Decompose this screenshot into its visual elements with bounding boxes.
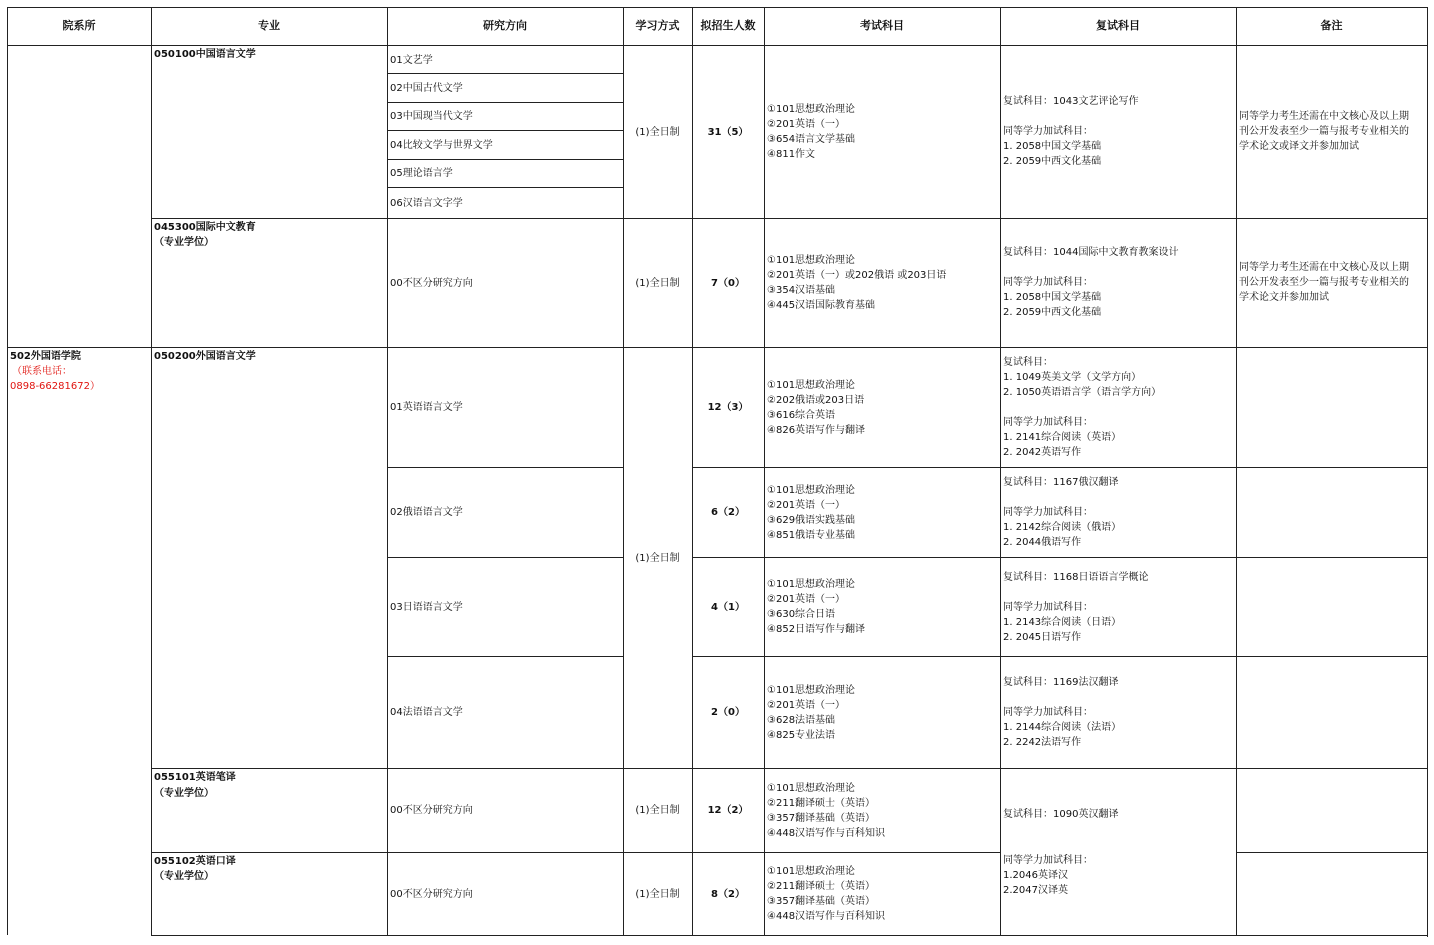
retest-line: 同等学力加试科目： — [1003, 855, 1093, 866]
exam-line: ①101思想政治理论 — [767, 104, 856, 115]
degree-type: （专业学位） — [154, 237, 214, 248]
direction-item: 04法语语言文学 — [390, 707, 463, 718]
header-direction: 研究方向 — [483, 19, 527, 32]
retest-line: 同等学力加试科目： — [1003, 277, 1093, 288]
exam-subjects — [767, 577, 865, 637]
exam-line: ④448汉语写作与百科知识 — [767, 911, 886, 922]
retest-line: 复试科目：1168日语语言学概论 — [1003, 572, 1149, 583]
retest-line: 同等学力加试科目： — [1003, 126, 1093, 137]
retest-line — [1003, 585, 1148, 600]
grid-line — [1236, 852, 1428, 853]
direction-item: 03日语语言文学 — [390, 602, 463, 613]
exam-line: ④852日语写作与翻译 — [767, 624, 866, 635]
retest-subjects — [1003, 570, 1148, 645]
header-major: 专业 — [258, 19, 280, 32]
header-quota: 拟招生人数 — [700, 19, 756, 32]
retest-line: 复试科目：1169法汉翻译 — [1003, 677, 1119, 688]
retest-line: 1. 2141综合阅读（英语） — [1003, 432, 1122, 443]
enrollment-quota: 6（2） — [711, 507, 745, 518]
grid-line — [387, 102, 623, 103]
grid-line — [1427, 7, 1428, 937]
exam-subjects — [767, 378, 865, 438]
retest-subjects — [1003, 853, 1093, 898]
exam-line: ①101思想政治理论 — [767, 579, 856, 590]
exam-line: ④851俄语专业基础 — [767, 530, 856, 541]
exam-line: ②202俄语或203日语 — [767, 395, 865, 406]
exam-line: ①101思想政治理论 — [767, 685, 856, 696]
exam-line: ②201英语（一） — [767, 594, 846, 605]
exam-subjects — [767, 102, 855, 162]
grid-line — [387, 7, 388, 936]
remark-line: 同等学力考生还需在中文核心及以上期 — [1239, 262, 1409, 273]
remark — [1239, 109, 1409, 154]
retest-line: 2. 2059中西文化基础 — [1003, 307, 1102, 318]
exam-line: ②211翻译硕士（英语） — [767, 881, 876, 892]
retest-line: 2. 2042英语写作 — [1003, 447, 1082, 458]
header-remarks: 备注 — [1320, 19, 1343, 32]
enrollment-quota: 7（0） — [711, 278, 745, 289]
retest-line: 1.2046英译汉 — [1003, 870, 1068, 881]
direction-item: 00不区分研究方向 — [390, 805, 473, 816]
retest-line: 复试科目： — [1003, 357, 1053, 368]
retest-line — [1003, 690, 1121, 705]
direction-item: 00不区分研究方向 — [390, 278, 473, 289]
exam-line: ④825专业法语 — [767, 730, 836, 741]
exam-line: ②211翻译硕士（英语） — [767, 798, 876, 809]
retest-line: 2. 1050英语语言学（语言学方向） — [1003, 387, 1162, 398]
degree-type: （专业学位） — [154, 788, 214, 799]
retest-subjects — [1003, 94, 1138, 169]
grid-line — [7, 7, 1428, 8]
major-055102: 055102英语口译 — [154, 856, 236, 867]
retest-line — [1003, 490, 1121, 505]
retest-line: 同等学力加试科目： — [1003, 417, 1093, 428]
exam-line: ③628法语基础 — [767, 715, 836, 726]
retest-subjects — [1003, 675, 1121, 750]
header-mode: 学习方式 — [635, 19, 680, 32]
exam-subjects — [767, 253, 946, 313]
retest-line: 复试科目：1090英汉翻译 — [1003, 809, 1119, 820]
grid-line — [623, 7, 624, 936]
retest-line: 1. 2143综合阅读（日语） — [1003, 617, 1122, 628]
retest-line — [1003, 400, 1161, 415]
exam-line: ④445汉语国际教育基础 — [767, 300, 876, 311]
exam-subjects — [767, 864, 885, 924]
grid-line — [387, 187, 623, 188]
study-mode: (1)全日制 — [635, 805, 680, 816]
grid-line — [387, 467, 623, 468]
exam-line: ①101思想政治理论 — [767, 255, 856, 266]
remark-line: 学术论文并参加加试 — [1239, 292, 1329, 303]
retest-line: 同等学力加试科目： — [1003, 707, 1093, 718]
exam-line: ③654语言文学基础 — [767, 134, 856, 145]
exam-line: ①101思想政治理论 — [767, 485, 856, 496]
enrollment-quota: 12（3） — [707, 402, 749, 413]
exam-line: ①101思想政治理论 — [767, 380, 856, 391]
degree-type: （专业学位） — [154, 871, 214, 882]
major-050100: 050100中国语言文学 — [154, 49, 256, 60]
grid-line — [151, 768, 1428, 769]
retest-line — [1003, 260, 1178, 275]
exam-line: ③354汉语基础 — [767, 285, 836, 296]
exam-line: ③629俄语实践基础 — [767, 515, 856, 526]
remark-line: 刊公开发表至少一篇与报考专业相关的 — [1239, 126, 1409, 137]
retest-line: 1. 2144综合阅读（法语） — [1003, 722, 1122, 733]
grid-line — [151, 218, 1428, 219]
exam-line: ②201英语（一） — [767, 500, 846, 511]
retest-line: 2. 2044俄语写作 — [1003, 537, 1082, 548]
grid-line — [692, 656, 1428, 657]
major-050200: 050200外国语言文学 — [154, 351, 256, 362]
grid-line — [387, 656, 623, 657]
exam-line: ③616综合英语 — [767, 410, 836, 421]
dept-name: 502外国语学院 — [10, 351, 81, 362]
exam-line: ③357翻译基础（英语） — [767, 813, 876, 824]
enrollment-quota: 4（1） — [711, 602, 745, 613]
direction-item: 04比较文学与世界文学 — [390, 140, 493, 151]
remark-line: 同等学力考生还需在中文核心及以上期 — [1239, 111, 1409, 122]
exam-line: ②201英语（一）或202俄语 或203日语 — [767, 270, 947, 281]
retest-line: 2. 2242法语写作 — [1003, 737, 1082, 748]
retest-line: 同等学力加试科目： — [1003, 507, 1093, 518]
retest-line: 1. 2058中国文学基础 — [1003, 292, 1102, 303]
grid-line — [387, 557, 623, 558]
retest-subjects — [1003, 475, 1121, 550]
study-mode: (1)全日制 — [635, 278, 680, 289]
study-mode: (1)全日制 — [635, 889, 680, 900]
retest-line: 1. 2058中国文学基础 — [1003, 141, 1102, 152]
exam-subjects — [767, 483, 855, 543]
direction-item: 03中国现当代文学 — [390, 111, 473, 122]
dept-phone: 0898-66281672） — [10, 381, 100, 392]
retest-line: 2.2047汉译英 — [1003, 885, 1068, 896]
grid-line — [7, 45, 1428, 46]
retest-line: 1. 1049英美文学（文学方向） — [1003, 372, 1142, 383]
direction-item: 05理论语言学 — [390, 168, 453, 179]
header-retest: 复试科目 — [1096, 19, 1140, 32]
exam-line: ②201英语（一） — [767, 700, 846, 711]
direction-item: 02中国古代文学 — [390, 83, 463, 94]
study-mode: (1)全日制 — [635, 127, 680, 138]
direction-item: 02俄语语言文学 — [390, 507, 463, 518]
study-mode: (1)全日制 — [635, 553, 680, 564]
remark-line: 刊公开发表至少一篇与报考专业相关的 — [1239, 277, 1409, 288]
grid-line — [1000, 7, 1001, 936]
dept-phone-label: （联系电话： — [12, 366, 72, 377]
exam-subjects — [767, 781, 885, 841]
exam-line: ①101思想政治理论 — [767, 783, 856, 794]
direction-item: 00不区分研究方向 — [390, 889, 473, 900]
grid-line — [692, 467, 1428, 468]
enrollment-quota: 2（0） — [711, 707, 745, 718]
grid-line — [1236, 7, 1237, 936]
enrollment-quota: 12（2） — [707, 805, 749, 816]
retest-line: 复试科目：1167俄汉翻译 — [1003, 477, 1119, 488]
exam-line: ②201英语（一） — [767, 119, 846, 130]
remark-line: 学术论文或译文并参加加试 — [1239, 141, 1359, 152]
grid-line — [387, 159, 623, 160]
grid-line — [151, 852, 1000, 853]
enrollment-quota: 31（5） — [707, 127, 749, 138]
grid-line — [7, 7, 8, 935]
retest-line: 复试科目：1043文艺评论写作 — [1003, 96, 1139, 107]
major-045300: 045300国际中文教育 — [154, 222, 256, 233]
remark — [1239, 260, 1409, 305]
exam-line: ④448汉语写作与百科知识 — [767, 828, 886, 839]
exam-subjects — [767, 683, 855, 743]
major-055101: 055101英语笔译 — [154, 772, 236, 783]
grid-line — [692, 7, 693, 936]
retest-line: 2. 2059中西文化基础 — [1003, 156, 1102, 167]
exam-line: ③630综合日语 — [767, 609, 836, 620]
header-exam: 考试科目 — [860, 19, 904, 32]
grid-line — [764, 7, 765, 936]
retest-line: 2. 2045日语写作 — [1003, 632, 1082, 643]
retest-line: 复试科目：1044国际中文教育教案设计 — [1003, 247, 1179, 258]
grid-line — [692, 557, 1428, 558]
grid-line — [7, 347, 1428, 348]
retest-line: 同等学力加试科目： — [1003, 602, 1093, 613]
direction-item: 01英语语言文学 — [390, 402, 463, 413]
exam-line: ④811作文 — [767, 149, 816, 160]
enrollment-quota: 8（2） — [711, 889, 745, 900]
grid-line — [387, 130, 623, 131]
retest-subjects — [1003, 355, 1161, 460]
exam-line: ③357翻译基础（英语） — [767, 896, 876, 907]
retest-line — [1003, 109, 1138, 124]
exam-line: ④826英语写作与翻译 — [767, 425, 866, 436]
grid-line — [387, 73, 623, 74]
direction-item: 01文艺学 — [390, 55, 433, 66]
exam-line: ①101思想政治理论 — [767, 866, 856, 877]
retest-line: 1. 2142综合阅读（俄语） — [1003, 522, 1122, 533]
direction-item: 06汉语言文字学 — [390, 198, 463, 209]
grid-line — [151, 7, 152, 936]
retest-subjects — [1003, 245, 1178, 320]
header-dept: 院系所 — [62, 19, 96, 32]
